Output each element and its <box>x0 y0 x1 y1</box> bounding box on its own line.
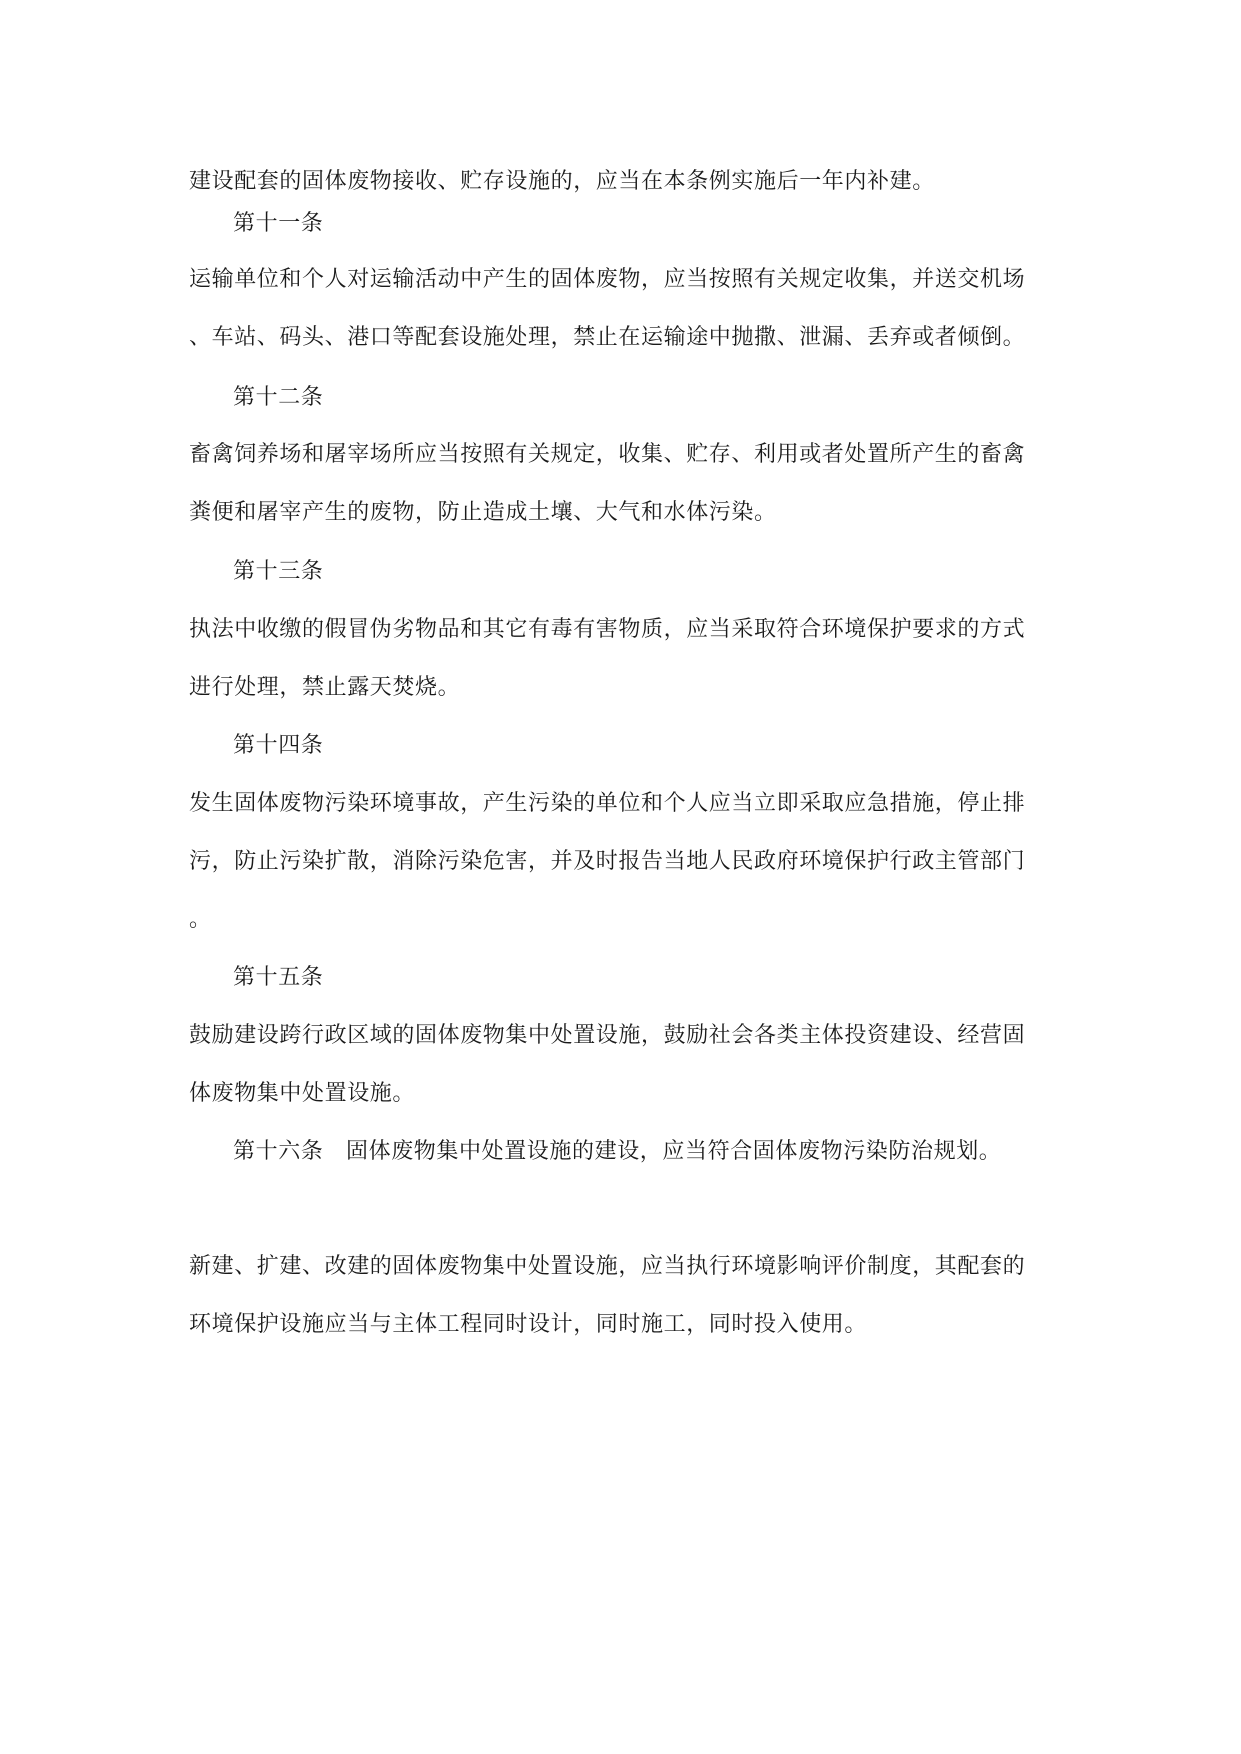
article-heading-14: 第十四条 <box>233 733 324 758</box>
article-heading-13: 第十三条 <box>233 559 324 584</box>
paragraph-line: 污，防止污染扩散，消除污染危害，并及时报告当地人民政府环境保护行政主管部门 <box>189 849 1026 874</box>
paragraph-line: 发生固体废物污染环境事故，产生污染的单位和个人应当立即采取应急措施，停止排 <box>189 791 1026 816</box>
paragraph-line: 运输单位和个人对运输活动中产生的固体废物，应当按照有关规定收集，并送交机场 <box>189 267 1026 292</box>
paragraph-line: 、车站、码头、港口等配套设施处理，禁止在运输途中抛撒、泄漏、丢弃或者倾倒。 <box>189 325 1026 350</box>
paragraph-line: 执法中收缴的假冒伪劣物品和其它有毒有害物质，应当采取符合环境保护要求的方式 <box>189 617 1026 642</box>
paragraph-line: 鼓励建设跨行政区域的固体废物集中处置设施，鼓励社会各类主体投资建设、经营固 <box>189 1023 1026 1048</box>
paragraph-line: 新建、扩建、改建的固体废物集中处置设施，应当执行环境影响评价制度，其配套的 <box>189 1254 1026 1279</box>
article-heading-15: 第十五条 <box>233 965 324 990</box>
paragraph-line: 建设配套的固体废物接收、贮存设施的，应当在本条例实施后一年内补建。 <box>189 169 935 194</box>
paragraph-line: 畜禽饲养场和屠宰场所应当按照有关规定，收集、贮存、利用或者处置所产生的畜禽 <box>189 442 1026 467</box>
article-heading-12: 第十二条 <box>233 385 324 410</box>
article-heading-16: 第十六条 固体废物集中处置设施的建设，应当符合固体废物污染防治规划。 <box>233 1139 1002 1164</box>
paragraph-line: 进行处理，禁止露天焚烧。 <box>189 675 461 700</box>
paragraph-line: 粪便和屠宰产生的废物，防止造成土壤、大气和水体污染。 <box>189 500 777 525</box>
paragraph-line: 环境保护设施应当与主体工程同时设计，同时施工，同时投入使用。 <box>189 1312 868 1337</box>
article-heading-11: 第十一条 <box>233 211 324 236</box>
paragraph-line: 。 <box>189 907 212 932</box>
paragraph-line: 体废物集中处置设施。 <box>189 1081 416 1106</box>
